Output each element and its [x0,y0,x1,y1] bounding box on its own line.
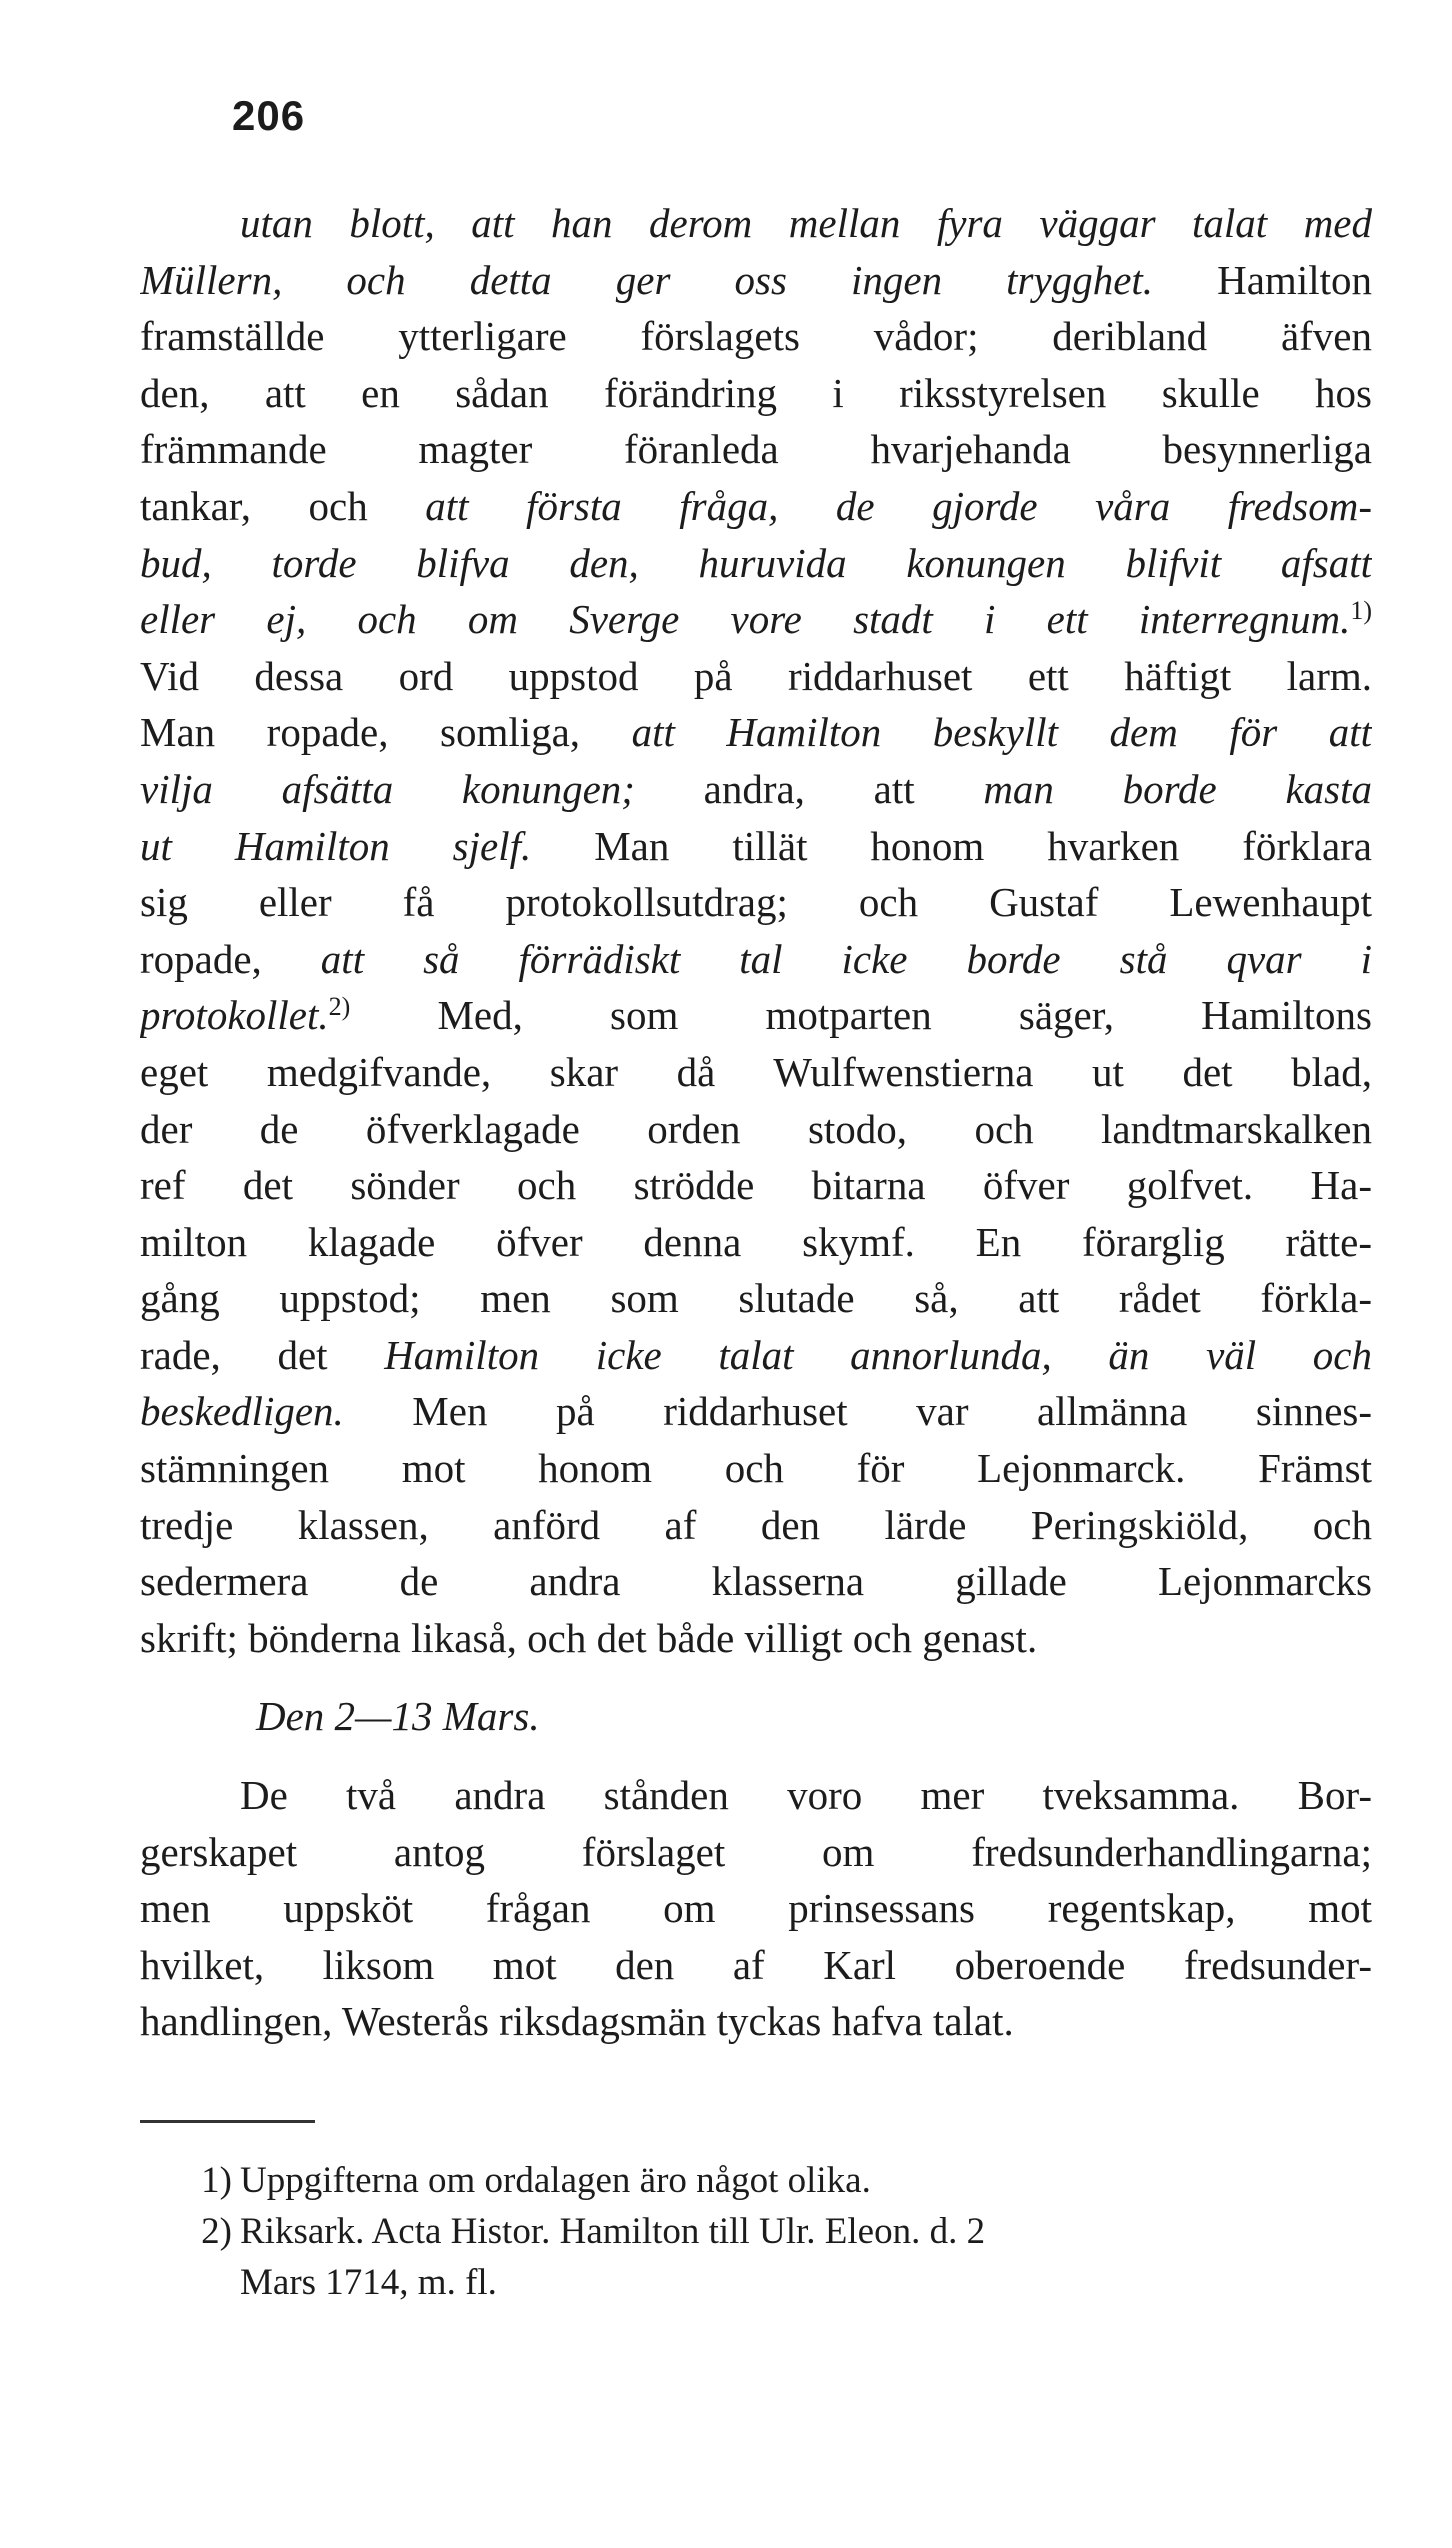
text-line: eget medgifvande, skar då Wulfwenstierna ut det blad, [140,1048,1372,1095]
text-line: framställde ytterligare förslagets vådor; deribland äfven [140,313,1372,360]
footnote-ref: 2) [328,992,351,1022]
footnote: 1) Uppgifterna om ordalagen äro något olika. [140,2155,1372,2206]
text-line: vilja afsätta konungen; andra, att man borde kasta [140,765,1372,812]
text-line: bud, torde blifva den, huruvida konungen blifvit afsatt [140,539,1372,586]
text-line: främmande magter föranleda hvarjehanda besynnerliga [140,426,1372,473]
footnote-divider [140,2120,315,2123]
text-line: sig eller få protokollsutdrag; och Gustaf Lewenhaupt [140,879,1372,926]
text-line: ropade, att så förrädiskt tal icke borde stå qvar i [140,935,1372,982]
footnote: 2) Riksark. Acta Histor. Hamilton till Ulr. Eleon. d. 2 [140,2206,1372,2257]
text-line: tredje klassen, anförd af den lärde Peringskiöld, och [140,1501,1372,1548]
text-line: den, att en sådan förändring i riksstyrelsen skulle hos [140,369,1372,416]
text-line: milton klagade öfver denna skymf. En förarglig rätte- [140,1218,1372,1265]
text-line: der de öfverklagade orden stodo, och landtmarskalken [140,1105,1372,1152]
date-heading: Den 2—13 Mars. [256,1693,540,1740]
footnote-ref: 1) [1350,596,1372,626]
text-line: tankar, och att första fråga, de gjorde våra fredsom- [140,482,1372,529]
footnote-continuation: Mars 1714, m. fl. [240,2262,497,2303]
text-line: hvilket, liksom mot den af Karl oberoende fredsunder- [140,1941,1372,1988]
text-line: rade, det Hamilton icke talat annorlunda, än väl och [140,1331,1372,1378]
text-line: ut Hamilton sjelf. Man tillät honom hvarken förklara [140,822,1372,869]
text-line: Vid dessa ord uppstod på riddarhuset ett häftigt larm. [140,652,1372,699]
text-line: Man ropade, somliga, att Hamilton beskyllt dem för att [140,709,1372,756]
text-line: De två andra stånden voro mer tveksamma. Bor- [240,1772,1372,1819]
text-line: stämningen mot honom och för Lejonmarck. Främst [140,1445,1372,1492]
text-line: gång uppstod; men som slutade så, att rådet förkla- [140,1275,1372,1322]
text-line: gerskapet antog förslaget om fredsunderhandlingarna; [140,1828,1372,1875]
text-line: utan blott, att han derom mellan fyra väggar talat med [240,200,1372,246]
footnote-mark: 1) [201,2160,232,2201]
text-line: sedermera de andra klasserna gillade Lejonmarcks [140,1558,1372,1605]
text-line: beskedligen. Men på riddarhuset var allmänna sinnes- [140,1388,1372,1435]
text-line: ref det sönder och strödde bitarna öfver golfvet. Ha- [140,1162,1372,1209]
body-text [140,195,1372,2050]
text-line: protokollet.$^{2)}$ Med, som motparten säger, Hamiltons [140,992,1372,1039]
text-line: Müllern, och detta ger oss ingen trygghet. Hamilton [140,256,1372,303]
text-line: men uppsköt frågan om prinsessans regentskap, mot [140,1885,1372,1932]
text-line: skrift; bönderna likaså, och det både villigt och genast. [140,1614,1038,1661]
page-number: 206 [232,92,306,139]
text-line: handlingen, Westerås riksdagsmän tyckas hafva talat. [140,1998,1014,2045]
footnotes [140,2155,1372,2308]
footnote-mark: 2) [201,2211,232,2252]
text-line: eller ej, och om Sverge vore stadt i ett interregnum.$^{1)}$ [140,596,1372,643]
